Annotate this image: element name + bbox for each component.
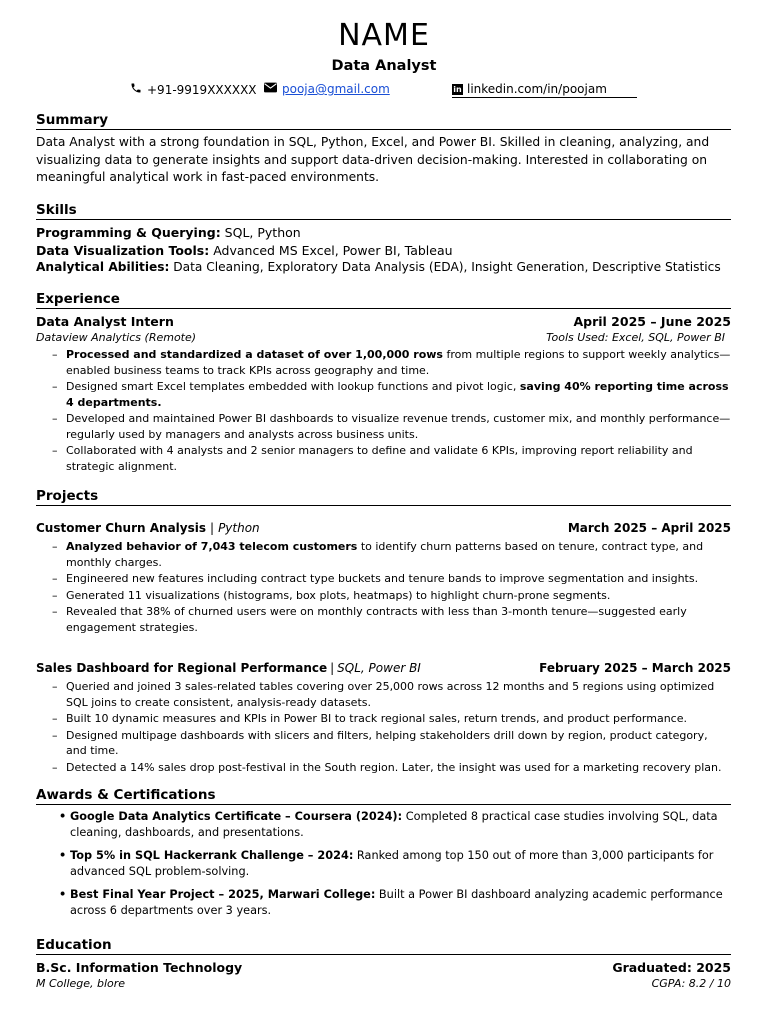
education-row	[36, 959, 731, 976]
contact-linkedin[interactable]	[452, 82, 637, 98]
list-item: • Best Final Year Project – 2025, Marwari College: Built a Power BI dashboard analyzing academic performance across 6 departments over 3 years.	[70, 887, 731, 919]
awards-heading: Awards & Certifications	[36, 787, 731, 805]
experience-company-row	[36, 330, 731, 345]
project-row: Sales Dashboard for Regional Performance | SQL, Power BI February 2025 – March 2025	[36, 661, 731, 675]
projects-heading: Projects	[36, 488, 731, 506]
cgpa: CGPA: 8.2 / 10	[651, 977, 731, 990]
list-item: – Revealed that 38% of churned users were on monthly contracts with less than 3-month tenure—suggested early engagement strategies.	[66, 604, 731, 635]
project-dates: March 2025 – April 2025	[567, 521, 731, 535]
education-heading: Education	[36, 937, 731, 955]
list-item: – Designed smart Excel templates embedded with lookup functions and pivot logic, saving 40% reporting time across 4 departments.	[66, 379, 731, 410]
list-item: • Google Data Analytics Certificate – Coursera (2024): Completed 8 practical case studies involving SQL, data cleaning, dashboards, and presentations.	[70, 809, 731, 841]
project-row: Customer Churn Analysis | Python March 2025 – April 2025	[36, 521, 731, 535]
skills-section	[36, 202, 731, 277]
candidate-role: Data Analyst	[331, 58, 437, 74]
graduation-date: Graduated: 2025	[612, 960, 731, 975]
list-item: – Collaborated with 4 analysts and 2 senior managers to define and validate 6 KPIs, improving report reliability and strategic alignment.	[66, 443, 731, 474]
education-sub-row	[36, 976, 731, 992]
email-link[interactable]: pooja@gmail.com	[282, 82, 390, 96]
list-item: – Designed multipage dashboards with slicers and filters, helping stakeholders drill down by region, product category, and time.	[66, 728, 731, 759]
list-item: – Analyzed behavior of 7,043 telecom customers to identify churn patterns based on tenure, contract type, and monthly charges.	[66, 539, 731, 570]
college: M College, blore	[36, 977, 126, 990]
experience-dates: April 2025 – June 2025	[573, 314, 731, 329]
candidate-name: NAME	[338, 18, 430, 53]
project-name: Sales Dashboard for Regional Performance	[36, 661, 328, 675]
contact-phone	[130, 82, 257, 97]
experience-bullets	[36, 347, 731, 474]
project-tech: SQL, Power BI	[337, 661, 421, 675]
list-item: – Built 10 dynamic measures and KPIs in Power BI to track regional sales, return trends, and product performance.	[66, 711, 731, 727]
list-item: – Processed and standardized a dataset of over 1,00,000 rows from multiple regions to support weekly analytics—enabled business teams to track KPIs across geography and time.	[66, 347, 731, 378]
summary-heading: Summary	[36, 112, 731, 130]
summary-section	[36, 112, 731, 187]
project-bullets	[36, 539, 731, 635]
project-tech: Python	[218, 521, 260, 535]
linkedin-icon: in	[453, 84, 462, 94]
linkedin-text[interactable]: linkedin.com/in/poojam	[467, 82, 607, 96]
list-item: – Developed and maintained Power BI dashboards to visualize revenue trends, customer mix, and monthly performance—regularly used by managers and analysts across business units.	[66, 411, 731, 442]
envelope-icon	[264, 82, 277, 96]
summary-text: Data Analyst with a strong foundation in SQL, Python, Excel, and Power BI. Skilled in cleaning, analyzing, and visualizing data to generate insights and support data-driven decision-making. Interested in collaborating on meaningful analytical work in fast-paced environments.	[36, 135, 710, 184]
list-item: – Engineered new features including contract type buckets and tenure bands to improve segmentation and insights.	[66, 571, 731, 587]
degree: B.Sc. Information Technology	[36, 960, 243, 975]
education-section	[36, 937, 731, 992]
phone-text: +91-9919XXXXXX	[147, 82, 257, 97]
skills-heading: Skills	[36, 202, 731, 220]
list-item: – Detected a 14% sales drop post-festival in the South region. Later, the insight was used for a marketing recovery plan.	[66, 760, 731, 776]
experience-role: Data Analyst Intern	[36, 314, 174, 329]
list-item: – Queried and joined 3 sales-related tables covering over 25,000 rows across 12 months and 5 regions using optimized SQL joins to create consistent, analysis-ready datasets.	[66, 679, 731, 710]
experience-company: Dataview Analytics (Remote)	[36, 331, 197, 344]
experience-role-row	[36, 313, 731, 330]
skill-line: Data Visualization Tools: Advanced MS Excel, Power BI, Tableau	[36, 242, 453, 258]
project-name: Customer Churn Analysis	[36, 521, 207, 535]
list-item: • Top 5% in SQL Hackerrank Challenge – 2024: Ranked among top 150 out of more than 3,000 participants for advanced SQL problem-solving.	[70, 848, 731, 880]
skill-line: Programming & Querying: SQL, Python	[36, 225, 301, 240]
experience-heading: Experience	[36, 291, 731, 309]
experience-tools: Tools Used: Excel, SQL, Power BI	[546, 331, 725, 344]
contact-email	[264, 82, 390, 96]
projects-section	[36, 488, 731, 776]
project-dates: February 2025 – March 2025	[539, 661, 731, 675]
project-bullets	[36, 679, 731, 775]
phone-icon	[130, 82, 142, 97]
awards-section	[36, 787, 731, 926]
awards-list	[36, 809, 731, 919]
experience-section	[36, 291, 731, 475]
skill-line: Analytical Abilities: Data Cleaning, Exploratory Data Analysis (EDA), Insight Generation, Descriptive Statistics	[36, 260, 721, 274]
list-item: – Generated 11 visualizations (histograms, box plots, heatmaps) to highlight churn-prone segments.	[66, 588, 731, 604]
